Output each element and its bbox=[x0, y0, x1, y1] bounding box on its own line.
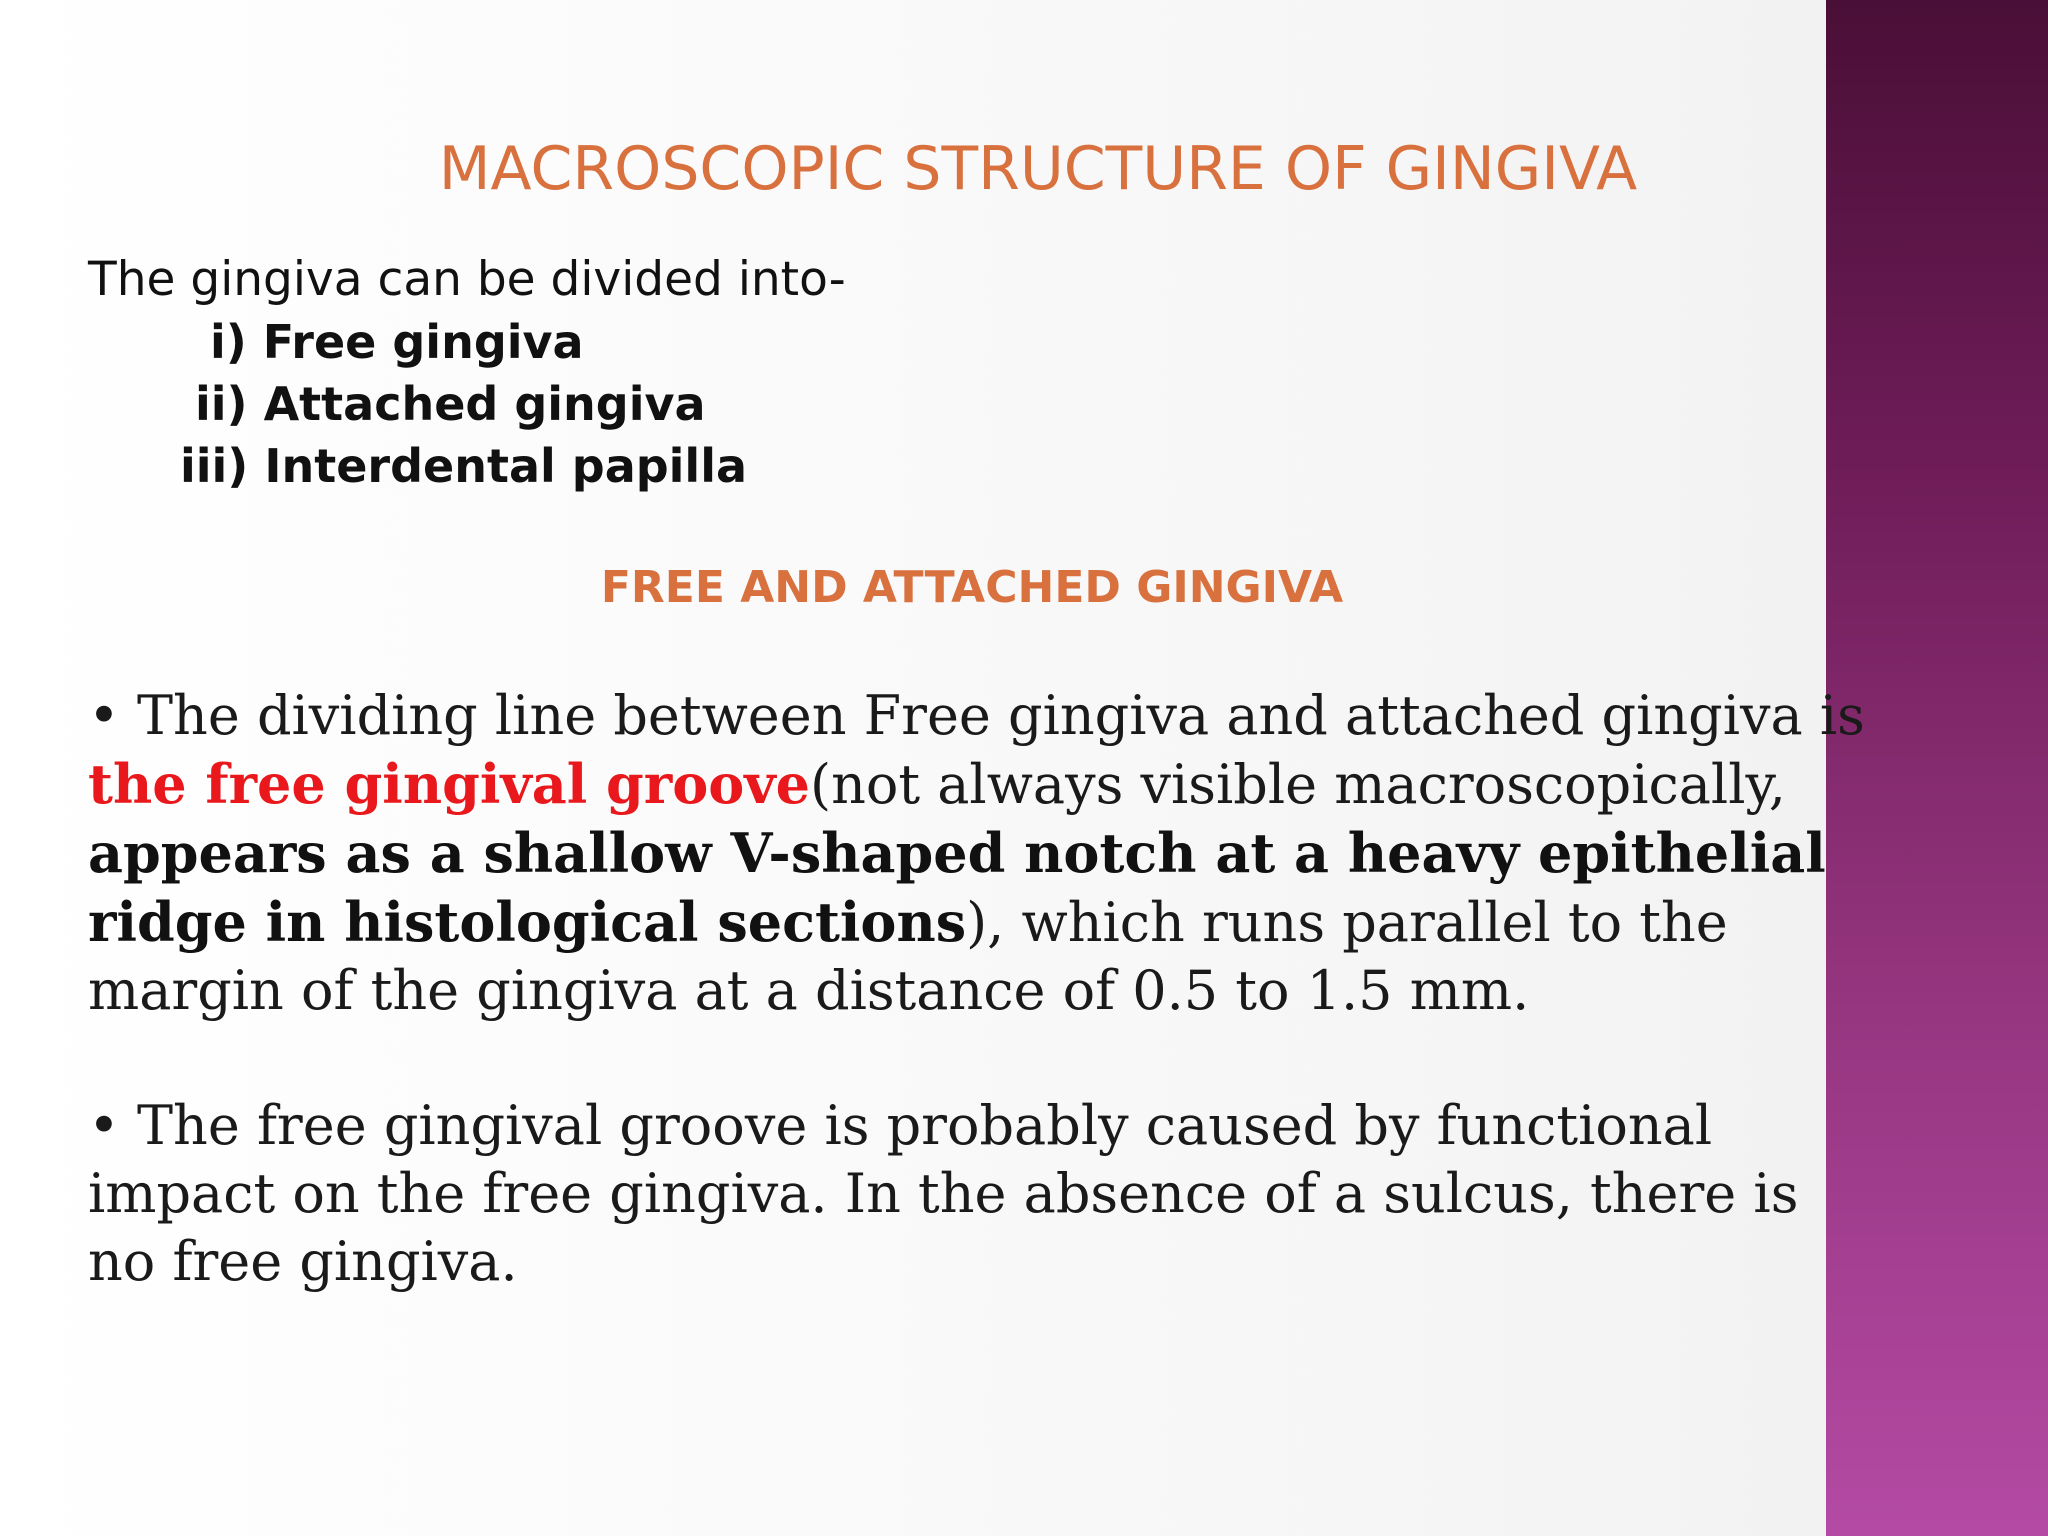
paragraph-bold-note: appears as a shallow V-shaped notch at a heavy epithelial ridge in histological sections bbox=[88, 821, 1826, 954]
paragraph-tail: ), which runs parallel to the margin of the gingiva at a distance of 0.5 to 1.5 mm. bbox=[88, 891, 1728, 1022]
free-gingival-groove-highlight: the free gingival groove bbox=[88, 752, 811, 816]
list-item-attached-gingiva: ii) Attached gingiva bbox=[195, 377, 706, 431]
bullet: • bbox=[88, 1094, 120, 1157]
paragraph-dividing-line bbox=[88, 682, 1878, 1025]
slide-title: MACROSCOPIC STRUCTURE OF GINGIVA bbox=[438, 134, 1638, 204]
paragraph-mid: (not always visible macroscopically, bbox=[810, 753, 1786, 816]
list-item-free-gingiva: i) Free gingiva bbox=[210, 315, 584, 369]
bullet: • bbox=[88, 684, 120, 747]
intro-text: The gingiva can be divided into- bbox=[88, 252, 846, 307]
list-item-interdental-papilla: iii) Interdental papilla bbox=[180, 439, 748, 493]
paragraph-groove-cause bbox=[88, 1092, 1848, 1296]
paragraph-text: The free gingival groove is probably caused by functional impact on the free gingiva. In the absence of a sulcus, there is no free gingiva. bbox=[88, 1094, 1799, 1293]
section-subtitle: FREE AND ATTACHED GINGIVA bbox=[600, 562, 1344, 613]
paragraph-lead: The dividing line between Free gingiva and attached gingiva is bbox=[137, 684, 1865, 747]
